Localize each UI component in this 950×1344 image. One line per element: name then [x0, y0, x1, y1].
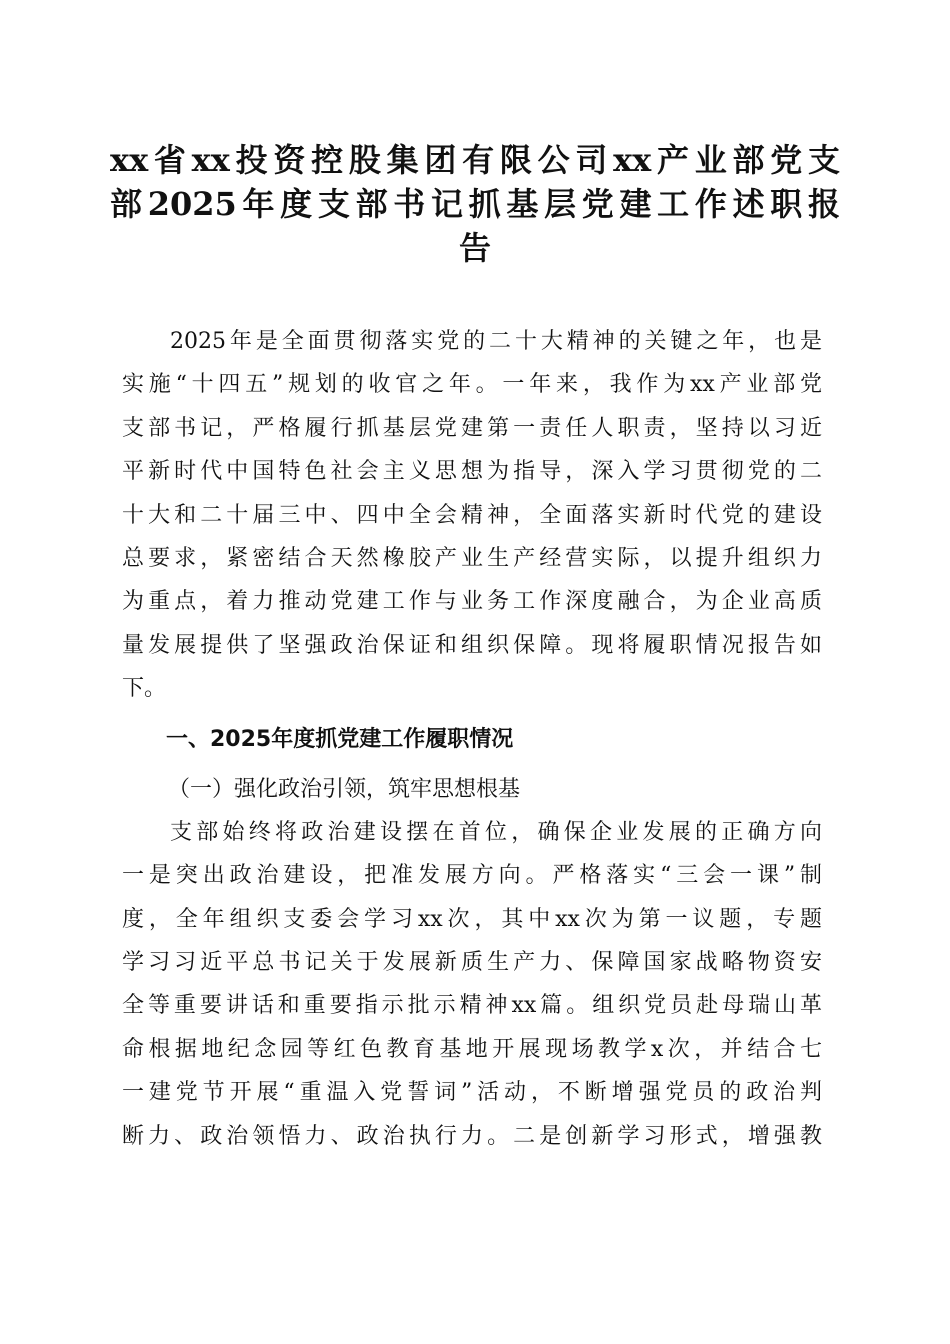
paragraph-line: 十大和二十届三中、四中全会精神，全面落实新时代党的建设	[122, 502, 822, 528]
paragraph-line: 为重点，着力推动党建工作与业务工作深度融合，为企业高质	[122, 589, 822, 615]
paragraph-line: 总要求，紧密结合天然橡胶产业生产经营实际，以提升组织力	[122, 545, 822, 571]
paragraph-line: 实施“十四五”规划的收官之年。一年来，我作为xx产业部党	[122, 372, 822, 398]
title-line: xx省xx投资控股集团有限公司xx产业部党支	[110, 141, 840, 179]
paragraph-line: 量发展提供了坚强政治保证和组织保障。现将履职情况报告如	[122, 632, 822, 658]
document-body	[122, 320, 822, 1158]
paragraph-line: 命根据地纪念园等红色教育基地开展现场教学x次，并结合七	[122, 1036, 822, 1062]
paragraph-line: 一建党节开展“重温入党誓词”活动，不断增强党员的政治判	[122, 1080, 822, 1106]
paragraph-line: 2025年是全面贯彻落实党的二十大精神的关键之年，也是	[170, 329, 822, 354]
document-title	[110, 138, 840, 270]
paragraph-line: 度，全年组织支委会学习xx次，其中xx次为第一议题，专题	[122, 906, 822, 932]
subsection-heading: （一）强化政治引领，筑牢思想根基	[168, 776, 521, 802]
paragraph-line: 下。	[122, 676, 167, 702]
paragraph-line: 平新时代中国特色社会主义思想为指导，深入学习贯彻党的二	[122, 459, 822, 485]
paragraph-line: 学习习近平总书记关于发展新质生产力、保障国家战略物资安	[122, 950, 822, 976]
paragraph-line: 断力、政治领悟力、政治执行力。二是创新学习形式，增强教	[122, 1123, 822, 1149]
paragraph-line: 支部始终将政治建设摆在首位，确保企业发展的正确方向	[170, 819, 822, 845]
title-line: 告	[458, 229, 491, 267]
title-line: 部2025年度支部书记抓基层党建工作述职报	[110, 185, 840, 223]
paragraph-line: 支部书记，严格履行抓基层党建第一责任人职责，坚持以习近	[122, 415, 822, 441]
paragraph-line: 一是突出政治建设，把准发展方向。严格落实“三会一课”制	[122, 863, 822, 889]
section-heading: 一、2025年度抓党建工作履职情况	[166, 726, 514, 752]
paragraph-line: 全等重要讲话和重要指示批示精神xx篇。组织党员赴母瑞山革	[122, 993, 822, 1019]
